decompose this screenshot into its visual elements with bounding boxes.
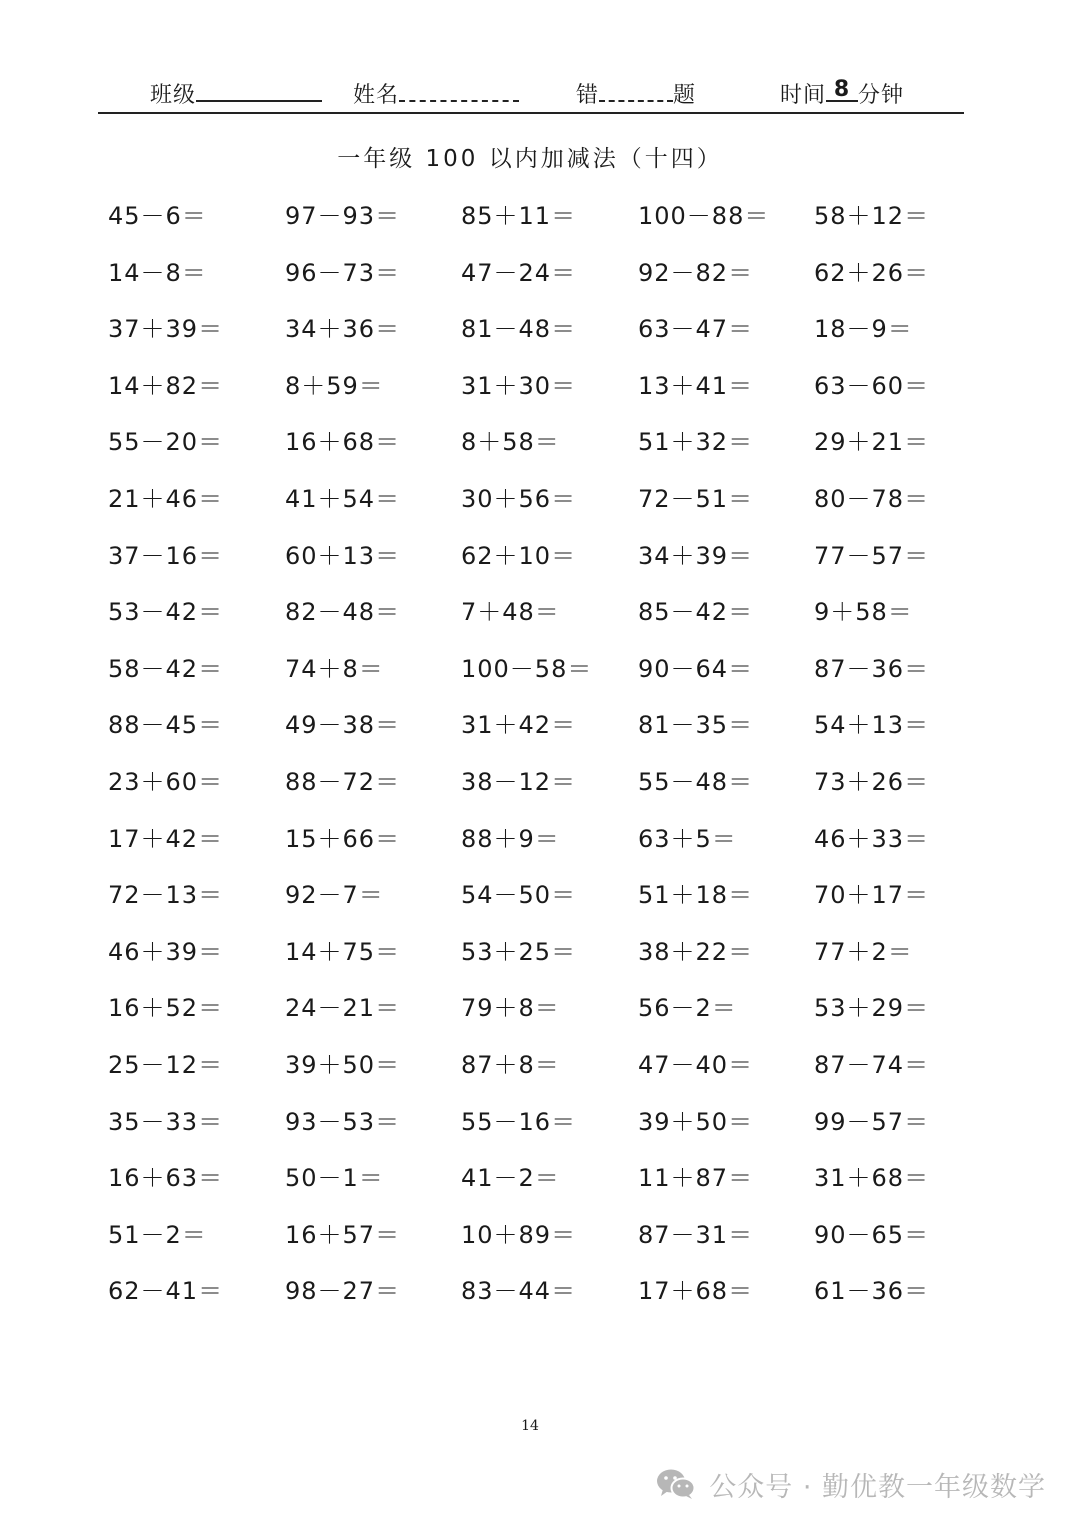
math-problem: 62＋10＝ (461, 541, 577, 570)
wechat-icon (655, 1468, 697, 1500)
problem-row (108, 708, 988, 765)
page-number: 14 (521, 1418, 539, 1434)
name-blank[interactable] (399, 80, 519, 102)
math-problem: 18－9＝ (814, 315, 913, 344)
math-problem: 49－38＝ (285, 711, 401, 740)
math-problem: 82－48＝ (285, 598, 401, 627)
math-problem: 31＋68＝ (814, 1164, 930, 1193)
problem-row (108, 765, 988, 822)
problem-row (108, 425, 988, 482)
problem-row (108, 199, 988, 256)
math-problem: 62－41＝ (108, 1277, 224, 1306)
math-problem: 39＋50＝ (285, 1050, 401, 1079)
class-blank[interactable] (196, 80, 322, 102)
math-problem: 51－2＝ (108, 1220, 207, 1249)
problem-row (108, 822, 988, 879)
math-problem: 41－2＝ (461, 1164, 560, 1193)
time-value: 8 (833, 77, 851, 102)
math-problem: 80－78＝ (814, 484, 930, 513)
math-problem: 87－36＝ (814, 654, 930, 683)
math-problem: 63＋5＝ (638, 824, 737, 853)
math-problem: 90－64＝ (638, 654, 754, 683)
math-problem: 98－27＝ (285, 1277, 401, 1306)
math-problem: 8＋58＝ (461, 428, 560, 457)
problem-row (108, 878, 988, 935)
problem-row (108, 369, 988, 426)
math-problem: 90－65＝ (814, 1220, 930, 1249)
math-problem: 50－1＝ (285, 1164, 384, 1193)
math-problem: 41＋54＝ (285, 484, 401, 513)
math-problem: 17＋42＝ (108, 824, 224, 853)
math-problem: 55－16＝ (461, 1107, 577, 1136)
wrong-count-field (576, 80, 696, 110)
problem-row (108, 1048, 988, 1105)
name-label: 姓名 (353, 83, 400, 108)
math-problem: 16＋57＝ (285, 1220, 401, 1249)
math-problem: 31＋42＝ (461, 711, 577, 740)
math-problem: 55－48＝ (638, 767, 754, 796)
math-problem: 77＋2＝ (814, 937, 913, 966)
problem-row (108, 539, 988, 596)
math-problem: 77－57＝ (814, 541, 930, 570)
time-unit: 分钟 (858, 83, 905, 108)
math-problem: 16＋63＝ (108, 1164, 224, 1193)
time-blank (826, 77, 858, 102)
math-problem: 14＋82＝ (108, 371, 224, 400)
math-problem: 38－12＝ (461, 767, 577, 796)
math-problem: 11＋87＝ (638, 1164, 754, 1193)
math-problem: 87＋8＝ (461, 1050, 560, 1079)
math-problem: 88－72＝ (285, 767, 401, 796)
math-problem: 63－47＝ (638, 315, 754, 344)
math-problem: 8＋59＝ (285, 371, 384, 400)
math-problem: 14＋75＝ (285, 937, 401, 966)
problem-row (108, 1218, 988, 1275)
math-problem: 38＋22＝ (638, 937, 754, 966)
math-problem: 74＋8＝ (285, 654, 384, 683)
problem-row (108, 482, 988, 539)
math-problem: 56－2＝ (638, 994, 737, 1023)
math-problem: 31＋30＝ (461, 371, 577, 400)
math-problem: 87－74＝ (814, 1050, 930, 1079)
math-problem: 13＋41＝ (638, 371, 754, 400)
math-problem: 54＋13＝ (814, 711, 930, 740)
problem-row (108, 1161, 988, 1218)
math-problem: 47－24＝ (461, 258, 577, 287)
math-problem: 25－12＝ (108, 1050, 224, 1079)
math-problem: 46＋39＝ (108, 937, 224, 966)
math-problem: 9＋58＝ (814, 598, 913, 627)
problem-row (108, 652, 988, 709)
math-problem: 79＋8＝ (461, 994, 560, 1023)
class-field (150, 80, 322, 110)
math-problem: 60＋13＝ (285, 541, 401, 570)
worksheet-header (98, 78, 964, 114)
math-problem: 92－82＝ (638, 258, 754, 287)
math-problem: 10＋89＝ (461, 1220, 577, 1249)
math-problem: 53＋29＝ (814, 994, 930, 1023)
math-problem: 35－33＝ (108, 1107, 224, 1136)
problem-row (108, 256, 988, 313)
math-problem: 85＋11＝ (461, 202, 577, 230)
class-label: 班级 (150, 83, 197, 108)
math-problem: 51＋18＝ (638, 881, 754, 910)
math-problem: 63－60＝ (814, 371, 930, 400)
math-problem: 51＋32＝ (638, 428, 754, 457)
math-problem: 15＋66＝ (285, 824, 401, 853)
math-problem: 92－7＝ (285, 881, 384, 910)
math-problem: 16＋52＝ (108, 994, 224, 1023)
watermark-text: 公众号 · 勤优教一年级数学 (709, 1471, 1046, 1503)
math-problem: 53－42＝ (108, 598, 224, 627)
math-problem: 21＋46＝ (108, 484, 224, 513)
math-problem: 16＋68＝ (285, 428, 401, 457)
problem-row (108, 595, 988, 652)
math-problem: 88＋9＝ (461, 824, 560, 853)
name-field (353, 80, 519, 110)
worksheet-title: 一年级 100 以内加减法（十四） (337, 146, 723, 172)
math-problem: 100－88＝ (638, 202, 770, 230)
math-problem: 58－42＝ (108, 654, 224, 683)
math-problem: 23＋60＝ (108, 767, 224, 796)
math-problem: 47－40＝ (638, 1050, 754, 1079)
wrong-suffix: 题 (673, 83, 697, 108)
math-problem: 81－48＝ (461, 315, 577, 344)
wrong-label: 错 (576, 83, 600, 108)
wrong-count-blank[interactable] (599, 80, 673, 102)
math-problem: 34＋36＝ (285, 315, 401, 344)
math-problem: 17＋68＝ (638, 1277, 754, 1306)
watermark (655, 1462, 1046, 1506)
math-problem: 85－42＝ (638, 598, 754, 627)
math-problem: 34＋39＝ (638, 541, 754, 570)
math-problem: 58＋12＝ (814, 202, 930, 230)
math-problem: 45－6＝ (108, 202, 207, 230)
math-problem: 62＋26＝ (814, 258, 930, 287)
math-problem: 83－44＝ (461, 1277, 577, 1306)
math-problem: 72－51＝ (638, 484, 754, 513)
problem-row (108, 1274, 988, 1331)
math-problem: 88－45＝ (108, 711, 224, 740)
math-problem: 30＋56＝ (461, 484, 577, 513)
math-problem: 97－93＝ (285, 202, 401, 230)
time-field (780, 77, 905, 110)
math-problem: 87－31＝ (638, 1220, 754, 1249)
math-problem: 73＋26＝ (814, 767, 930, 796)
math-problem: 99－57＝ (814, 1107, 930, 1136)
problem-row (108, 991, 988, 1048)
math-problem: 100－58＝ (461, 654, 593, 683)
math-problem: 37＋39＝ (108, 315, 224, 344)
math-problem: 93－53＝ (285, 1107, 401, 1136)
math-problem: 37－16＝ (108, 541, 224, 570)
math-problem: 72－13＝ (108, 881, 224, 910)
math-problem: 29＋21＝ (814, 428, 930, 457)
math-problem: 54－50＝ (461, 881, 577, 910)
math-problem: 39＋50＝ (638, 1107, 754, 1136)
math-problem: 61－36＝ (814, 1277, 930, 1306)
math-problem: 14－8＝ (108, 258, 207, 287)
math-problem: 53＋25＝ (461, 937, 577, 966)
problem-row (108, 935, 988, 992)
problem-row (108, 1105, 988, 1162)
math-problem: 70＋17＝ (814, 881, 930, 910)
problem-row (108, 312, 988, 369)
math-problem: 81－35＝ (638, 711, 754, 740)
math-problem: 24－21＝ (285, 994, 401, 1023)
math-problem: 55－20＝ (108, 428, 224, 457)
math-problem: 46＋33＝ (814, 824, 930, 853)
math-problem: 7＋48＝ (461, 598, 560, 627)
time-label: 时间 (780, 83, 827, 108)
math-problem: 96－73＝ (285, 258, 401, 287)
problem-grid (108, 199, 988, 1331)
